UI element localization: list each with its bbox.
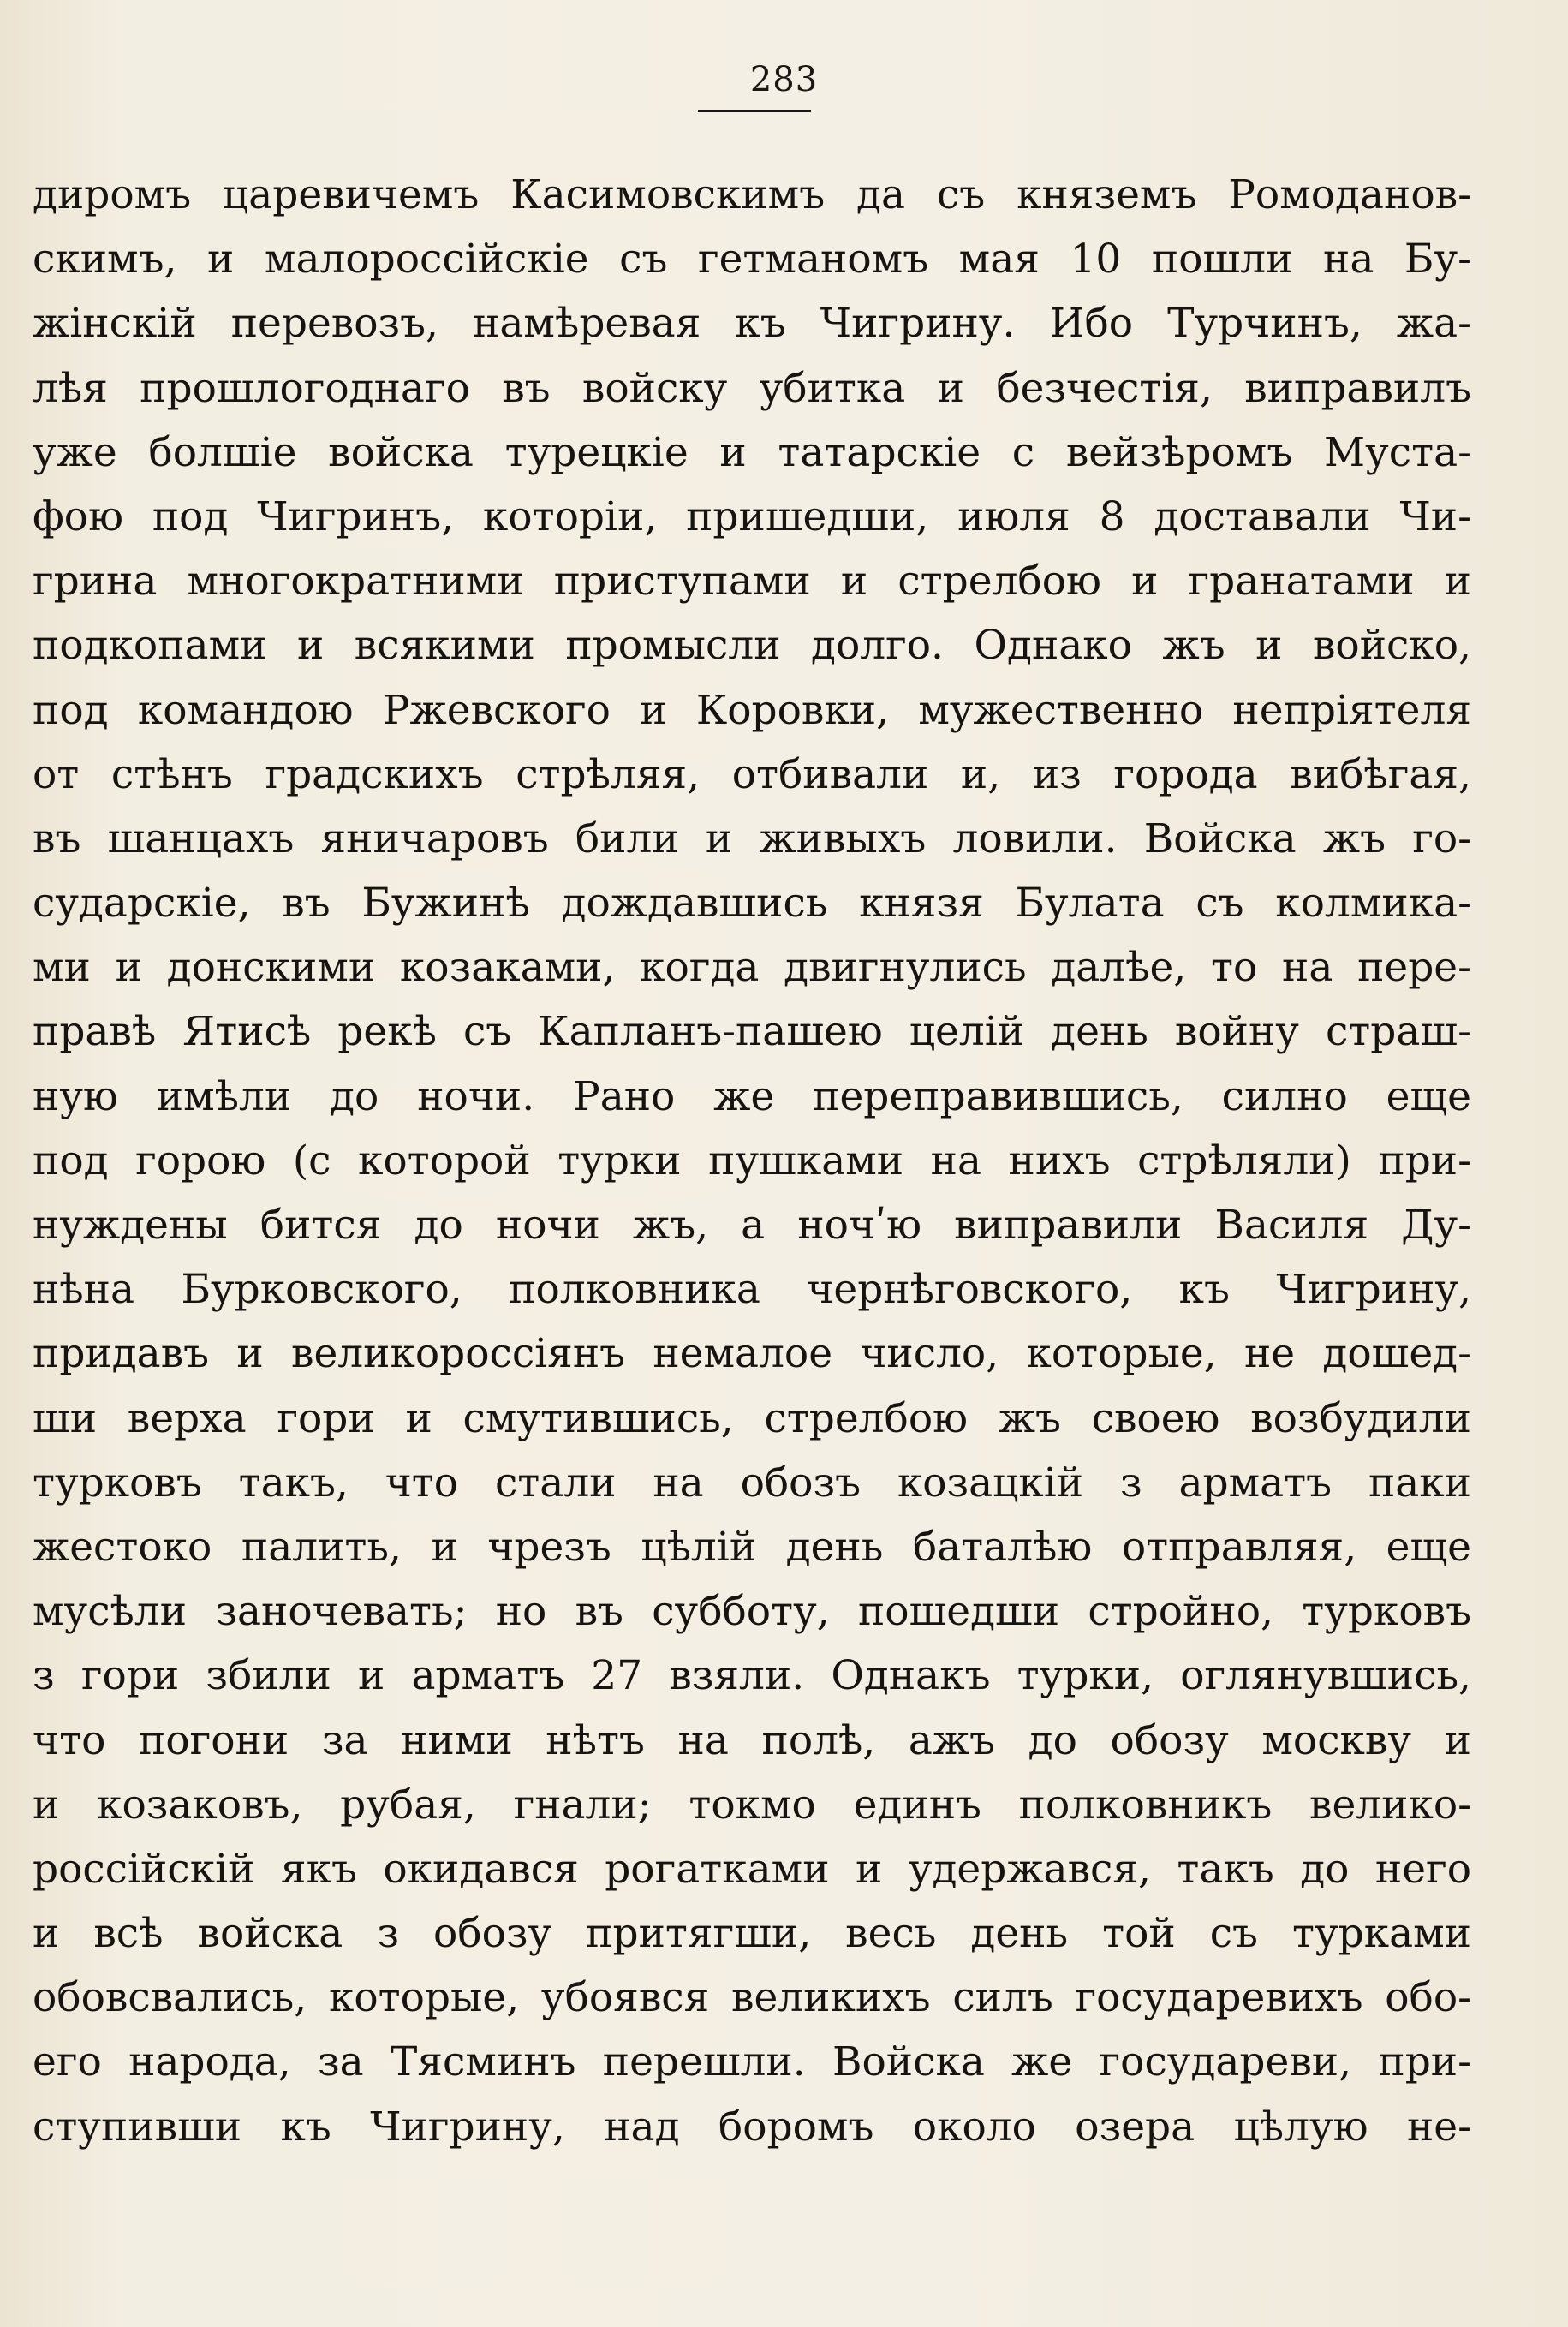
text-line: жінскій перевозъ, намѣревая къ Чигрину. Ибо Турчинъ, жа- [33, 300, 1471, 348]
text-line: его народа, за Тясминъ перешли. Войска же государеви, при- [33, 2038, 1471, 2086]
text-line: сударскіе, въ Бужинѣ дождавшись князя Булата съ колмика- [33, 880, 1471, 928]
body-text [33, 163, 1471, 2159]
text-line: и козаковъ, рубая, гнали; токмо единъ полковникъ велико- [33, 1781, 1471, 1829]
text-line: россійскій якъ окидався рогатками и удержався, такъ до него [33, 1845, 1471, 1893]
text-line: под командою Ржевского и Коровки, мужественно непріятеля [33, 686, 1471, 734]
text-line: от стѣнъ градскихъ стрѣляя, отбивали и, из города вибѣгая, [33, 750, 1471, 798]
text-line: фою под Чигринъ, которіи, пришедши, июля 8 доставали Чи- [33, 492, 1471, 540]
text-line: диромъ царевичемъ Касимовскимъ да съ княземъ Ромоданов- [33, 171, 1471, 218]
text-line: ми и донскими козаками, когда двигнулись далѣе, то на пере- [33, 944, 1471, 992]
text-line: жестоко палить, и чрезъ цѣлій день баталѣю отправляя, еще [33, 1523, 1471, 1571]
text-line: з гори збили и арматъ 27 взяли. Однакъ турки, оглянувшись, [33, 1652, 1471, 1700]
text-line: правѣ Ятисѣ рекѣ съ Капланъ-пашею целій день войну страш- [33, 1008, 1471, 1056]
text-line: нуждены бится до ночи жъ, а ночʹю виправили Василя Ду- [33, 1202, 1471, 1249]
text-line: придавъ и великороссіянъ немалое число, которые, не дошед- [33, 1330, 1471, 1378]
text-line: под горою (с которой турки пушками на нихъ стрѣляли) при- [33, 1137, 1471, 1184]
text-line: лѣя прошлогоднаго въ войску убитка и безчестія, виправилъ [33, 364, 1471, 412]
text-line: обовсвались, которые, убоявся великихъ силъ государевихъ обо- [33, 1974, 1471, 2022]
text-line: ступивши къ Чигрину, над боромъ около озера цѣлую не- [33, 2103, 1471, 2151]
text-line: что погони за ними нѣтъ на полѣ, ажъ до обозу москву и [33, 1716, 1471, 1764]
text-line: уже болшіе войска турецкіе и татарскіе с вейзѣромъ Муста- [33, 428, 1471, 476]
text-line: мусѣли заночевать; но въ субботу, пошедши стройно, турковъ [33, 1588, 1471, 1636]
text-line: нѣна Бурковского, полковника чернѣговского, къ Чигрину, [33, 1266, 1471, 1314]
text-line: грина многократними приступами и стрелбою и гранатами и [33, 558, 1471, 606]
page-number-rule [698, 110, 811, 112]
text-line: и всѣ войска з обозу притягши, весь день той съ турками [33, 1910, 1471, 1958]
text-line: ши верха гори и смутившись, стрелбою жъ своею возбудили [33, 1394, 1471, 1442]
text-line: ную имѣли до ночи. Рано же переправившись, силно еще [33, 1072, 1471, 1120]
text-line: турковъ такъ, что стали на обозъ козацкій з арматъ паки [33, 1459, 1471, 1507]
text-line: подкопами и всякими промысли долго. Однако жъ и войско, [33, 622, 1471, 670]
text-line: въ шанцахъ яничаровъ били и живыхъ ловили. Войска жъ го- [33, 814, 1471, 862]
text-line: скимъ, и малороссійскіе съ гетманомъ мая 10 пошли на Бу- [33, 236, 1471, 283]
page-number: 283 [749, 60, 819, 99]
